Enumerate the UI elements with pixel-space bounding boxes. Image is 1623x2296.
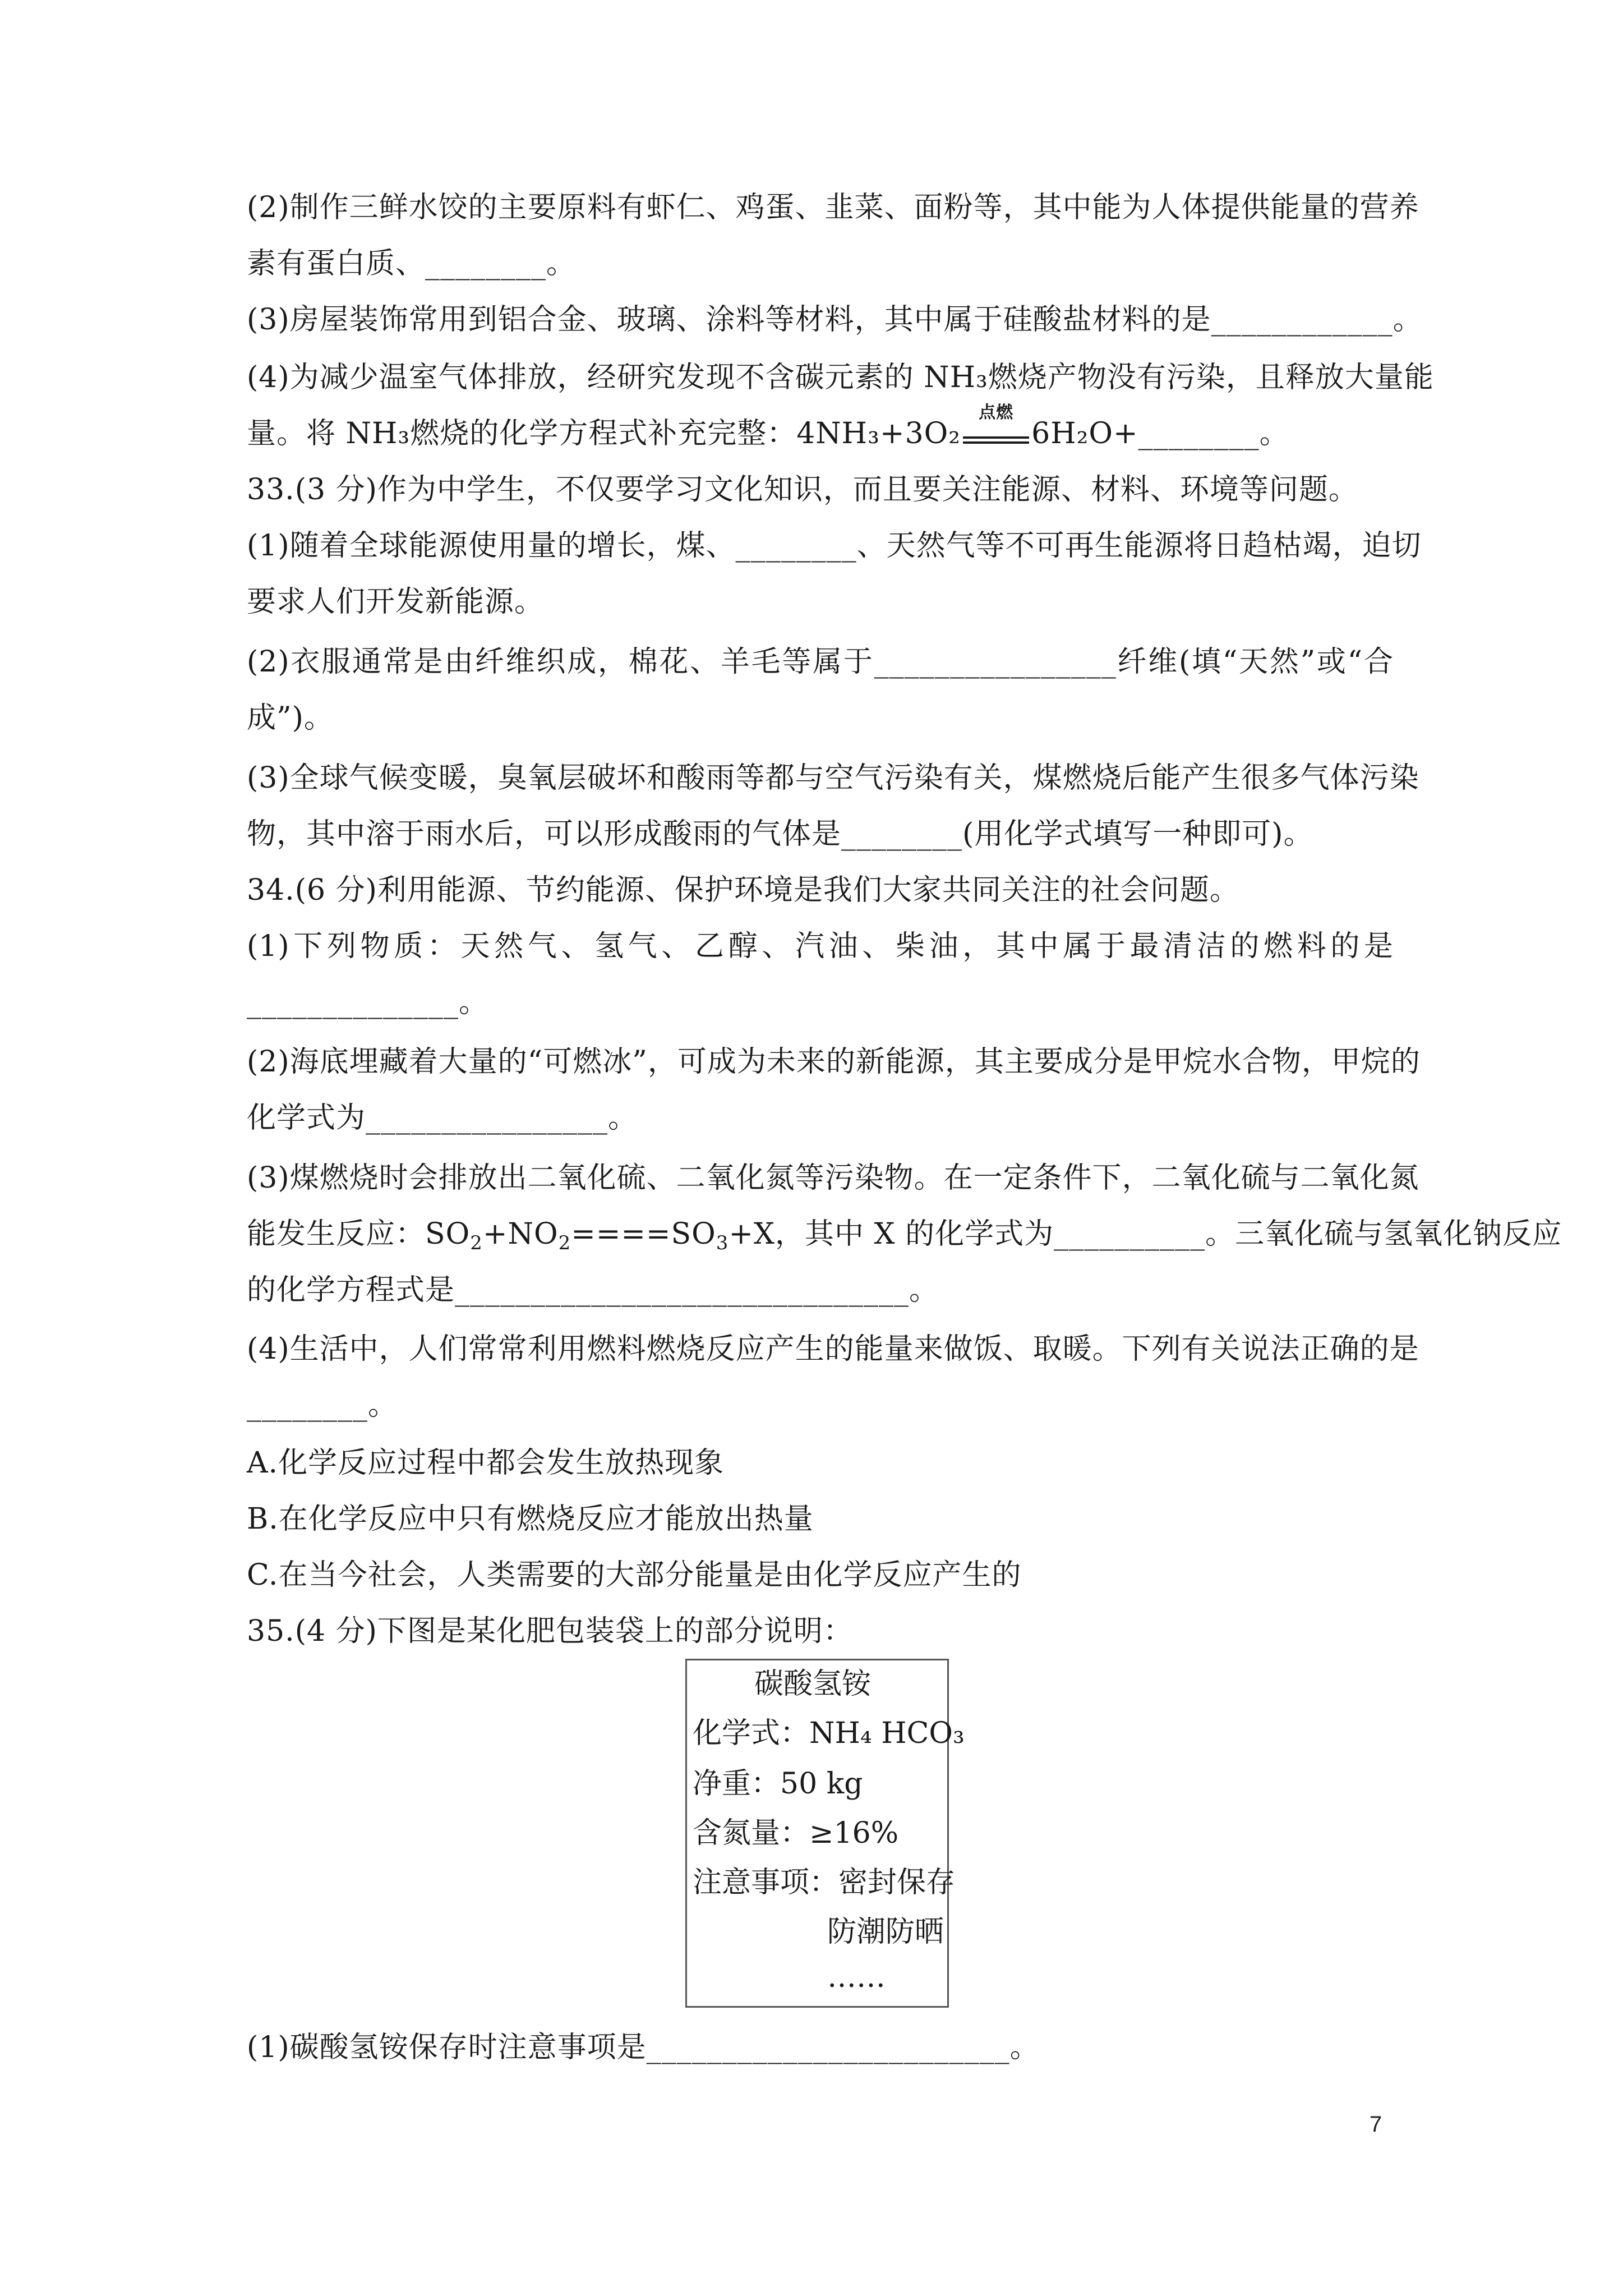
ignition-label: 点燃 [979, 403, 1014, 422]
q33-2-line1: (2)衣服通常是由纤维织成，棉花、羊毛等属于________________纤维(填“天然”或“合 [247, 645, 1394, 679]
q34-3-eq-sub3: 3 [716, 1232, 729, 1254]
q34-3-eq-sub1: 2 [470, 1232, 483, 1254]
q34-1-line2: ______________。 [247, 986, 489, 1019]
card-weight: 净重：50 kg [693, 1767, 863, 1801]
q32-4-equation-rhs: 6H₂O+________。 [1031, 417, 1289, 450]
q34-1-line1: (1)下列物质：天然气、氢气、乙醇、汽油、柴油，其中属于最清洁的燃料的是 [247, 930, 1394, 963]
q33-3-line1: (3)全球气候变暖，臭氧层破坏和酸雨等都与空气污染有关，煤燃烧后能产生很多气体污染 [247, 761, 1419, 795]
q32-2-line1: (2)制作三鲜水饺的主要原料有虾仁、鸡蛋、韭菜、面粉等，其中能为人体提供能量的营养 [247, 191, 1419, 224]
card-title: 碳酸氢铵 [754, 1667, 872, 1701]
q34-4-line1: (4)生活中，人们常常利用燃料燃烧反应产生的能量来做饭、取暖。下列有关说法正确的是 [247, 1332, 1419, 1366]
q34-3-eq-part1: 能发生反应：SO [247, 1217, 471, 1251]
option-a: A.化学反应过程中都会发生放热现象 [247, 1446, 725, 1480]
q34-3-line1: (3)煤燃烧时会排放出二氧化硫、二氧化氮等污染物。在一定条件下，二氧化硫与二氧化氮 [247, 1161, 1419, 1195]
card-ellipsis: …… [827, 1961, 886, 1994]
q34-3-eq-sub2: 2 [558, 1232, 571, 1254]
q34-2-line1: (2)海底埋藏着大量的“可燃冰”，可成为未来的新能源，其主要成分是甲烷水合物，甲烷的 [247, 1045, 1421, 1079]
q34-3-line3: 的化学方程式是______________________________。 [247, 1273, 939, 1307]
card-nitrogen: 含氮量：≥16% [693, 1816, 899, 1850]
q32-4-line1: (4)为减少温室气体排放，经研究发现不含碳元素的 NH₃燃烧产物没有污染，且释放大量能 [247, 361, 1434, 394]
option-b: B.在化学反应中只有燃烧反应才能放出热量 [247, 1502, 814, 1536]
q34-heading: 34.(6 分)利用能源、节约能源、保护环境是我们大家共同关注的社会问题。 [247, 873, 1239, 907]
q34-2-line2: 化学式为________________。 [247, 1101, 638, 1135]
q35-heading: 35.(4 分)下图是某化肥包装袋上的部分说明： [247, 1614, 853, 1648]
q34-3-eq-part3: ====SO [571, 1217, 716, 1251]
q32-3: (3)房屋装饰常用到铝合金、玻璃、涂料等材料，其中属于硅酸盐材料的是____________。 [247, 303, 1423, 337]
q34-3-line2 [247, 1217, 1562, 1254]
q34-4-line2: ________。 [247, 1388, 398, 1422]
card-notes-2: 防潮防晒 [827, 1915, 944, 1949]
page-number: 7 [1370, 2112, 1382, 2137]
q35-1: (1)碳酸氢铵保存时注意事项是________________________。 [247, 2031, 1040, 2064]
q33-heading: 33.(3 分)作为中学生，不仅要学习文化知识，而且要关注能源、材料、环境等问题。 [247, 473, 1358, 507]
q34-3-eq-part2: +NO [482, 1217, 559, 1251]
q33-2-line2: 成”)。 [247, 701, 334, 735]
q33-1-line2: 要求人们开发新能源。 [247, 585, 545, 619]
q32-4-equation-lhs: 量。将 NH₃燃烧的化学方程式补充完整：4NH₃+3O₂ [247, 417, 961, 450]
q33-1-line1: (1)随着全球能源使用量的增长，煤、________、天然气等不可再生能源将日趋枯竭，迫切 [247, 529, 1422, 563]
ignition-arrow [963, 403, 1029, 447]
card-formula: 化学式：NH₄ HCO₃ [693, 1717, 965, 1750]
q32-2-line2: 素有蛋白质、________。 [247, 247, 577, 280]
q33-3-line2: 物，其中溶于雨水后，可以形成酸雨的气体是________(用化学式填写一种即可)。 [247, 817, 1313, 851]
fertilizer-label-card [685, 1659, 965, 2008]
q32-4-line2 [247, 403, 1289, 450]
q34-3-eq-part4: +X，其中 X 的化学式为__________。三氧化硫与氢氧化钠反应 [728, 1217, 1562, 1251]
card-notes-1: 注意事项：密封保存 [693, 1866, 956, 1899]
option-c: C.在当今社会，人类需要的大部分能量是由化学反应产生的 [247, 1558, 1022, 1592]
